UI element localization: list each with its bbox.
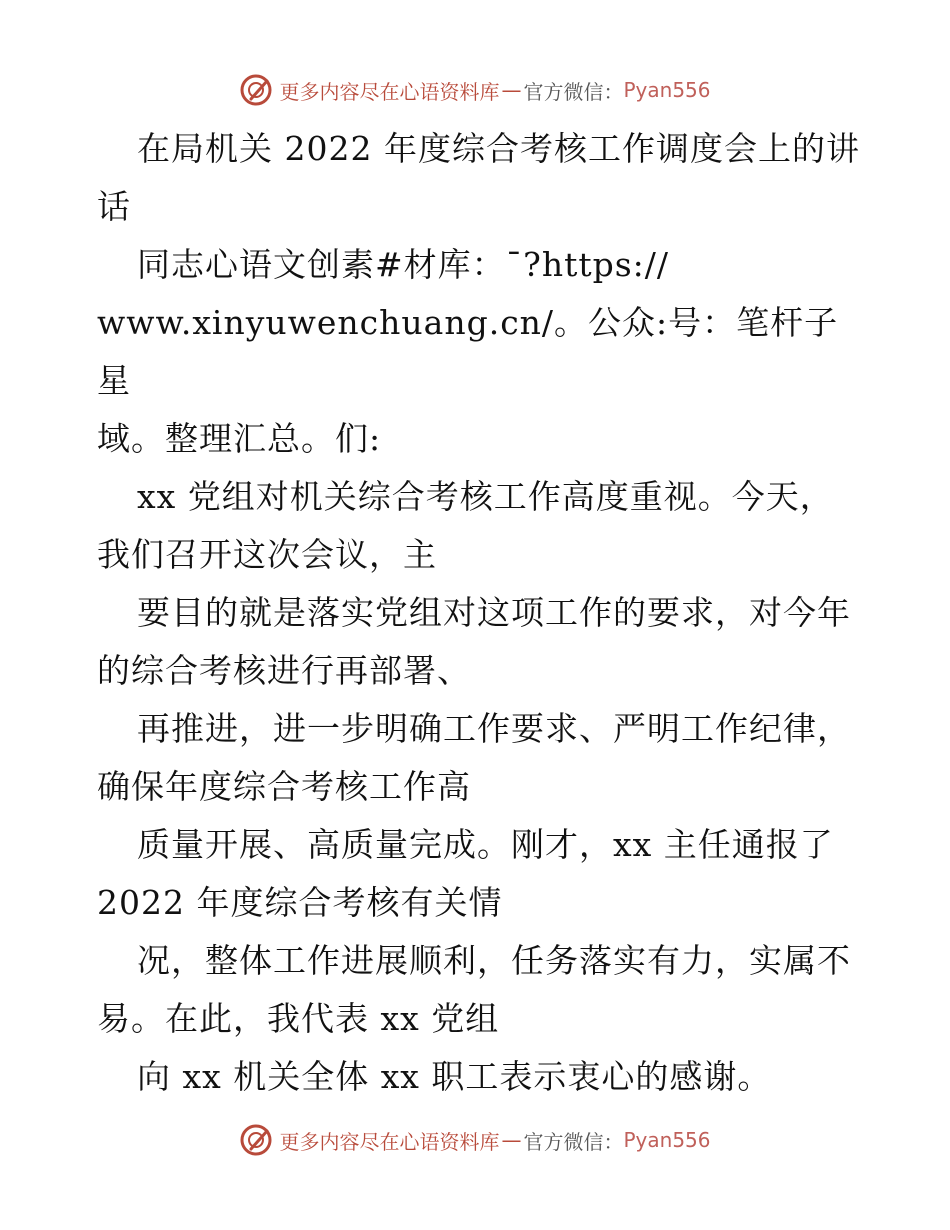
document-line: 2022 年度综合考核有关情 <box>97 883 503 922</box>
footer-banner <box>0 1120 950 1160</box>
document-line: 要目的就是落实党组对这项工作的要求，对今年 <box>137 593 851 632</box>
document-line: 域。整理汇总。们: <box>97 419 382 458</box>
banner-separator: — <box>501 78 522 102</box>
title-line-2: 话 <box>97 187 131 226</box>
document-body <box>97 120 867 1106</box>
banner-account: Pyan556 <box>623 78 711 102</box>
document-line: 易。在此，我代表 xx 党组 <box>97 999 500 1038</box>
document-line: 我们召开这次会议，主 <box>97 535 437 574</box>
banner-wechat-label: 官方微信： <box>523 79 624 104</box>
document-title <box>97 120 867 236</box>
document-line: 质量开展、高质量完成。刚才，xx 主任通报了 <box>137 825 834 864</box>
document-line: xx 党组对机关综合考核工作高度重视。今天， <box>137 477 834 516</box>
document-line: 同志心语文创素#材库：¯?https:// <box>137 245 670 284</box>
document-line: 再推进，进一步明确工作要求、严明工作纪律， <box>137 709 851 748</box>
banner-account: Pyan556 <box>623 1128 711 1152</box>
document-paragraphs <box>97 236 867 1106</box>
header-banner <box>0 70 950 110</box>
document-line: 况，整体工作进展顺利，任务落实有力，实属不 <box>137 941 851 980</box>
document-line: 向 xx 机关全体 xx 职工表示衷心的感谢。 <box>137 1057 772 1096</box>
brand-logo-icon <box>239 1123 273 1157</box>
document-line: www.xinyuwenchuang.cn/。公众:号：笔杆子星 <box>97 303 839 400</box>
banner-wechat-label: 官方微信： <box>523 1129 624 1154</box>
brand-logo-icon <box>239 73 273 107</box>
document-line: 确保年度综合考核工作高 <box>97 767 471 806</box>
banner-text: 更多内容尽在心语资料库 <box>279 1129 500 1154</box>
banner-separator: — <box>501 1128 522 1152</box>
document-line: 的综合考核进行再部署、 <box>97 651 471 690</box>
title-line-1: 在局机关 2022 年度综合考核工作调度会上的讲 <box>137 129 860 168</box>
banner-text: 更多内容尽在心语资料库 <box>279 79 500 104</box>
